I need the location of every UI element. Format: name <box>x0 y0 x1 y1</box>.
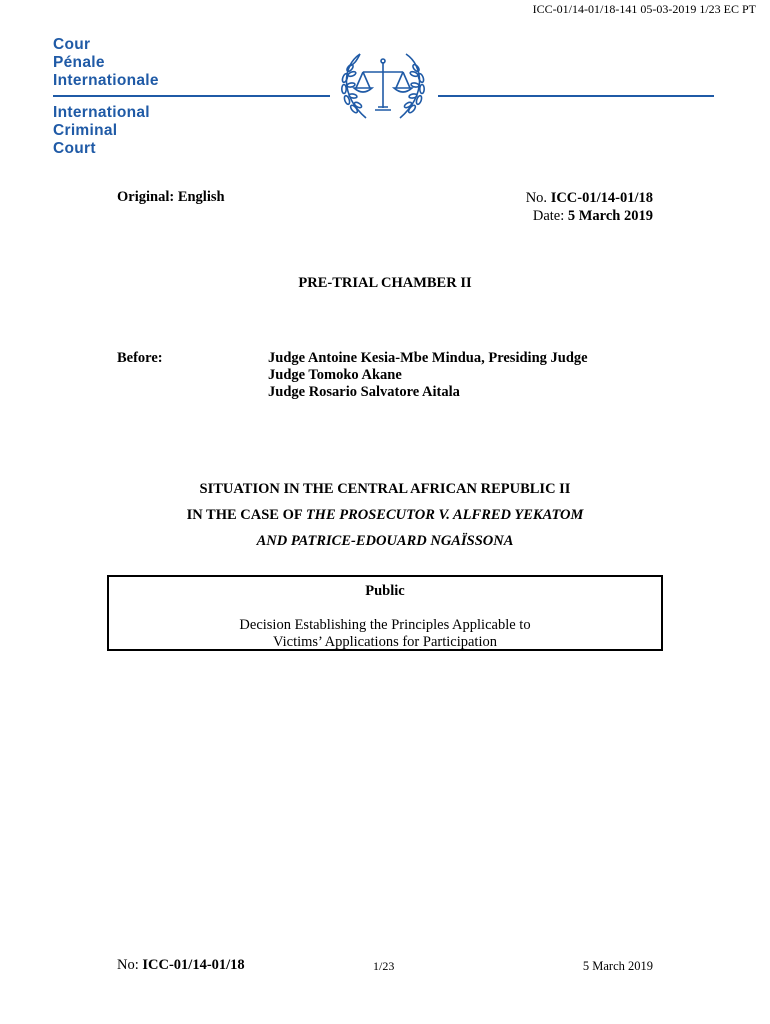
footer-no-label: No: <box>117 957 143 973</box>
footer-case-number <box>117 957 245 974</box>
decision-title-line: Victims’ Applications for Participation <box>273 634 497 650</box>
judge: Judge Rosario Salvatore Aitala <box>268 384 460 400</box>
decision-box <box>107 575 663 651</box>
case-number-value: ICC-01/14-01/18 <box>550 190 653 206</box>
logo-french <box>53 36 159 90</box>
logo-line: Pénale <box>53 54 105 71</box>
case-of-line <box>0 502 770 528</box>
logo-english <box>53 104 150 158</box>
decision-title-line: Decision Establishing the Principles Applicable to <box>239 617 531 633</box>
header-stamp: ICC-01/14-01/18-141 05-03-2019 1/23 EC PT <box>532 2 756 16</box>
classification-label: Public <box>365 583 405 599</box>
case-parties: THE PROSECUTOR V. ALFRED YEKATOM <box>305 507 584 523</box>
judge: Judge Tomoko Akane <box>268 367 402 383</box>
situation-line: SITUATION IN THE CENTRAL AFRICAN REPUBLIC II <box>199 481 571 497</box>
chamber-title: PRE-TRIAL CHAMBER II <box>298 275 472 291</box>
logo-line: Criminal <box>53 122 118 139</box>
case-date-value: 5 March 2019 <box>567 208 653 224</box>
before-label: Before: <box>117 350 163 366</box>
logo-rule-right <box>438 95 714 97</box>
original-language: Original: English <box>117 189 225 205</box>
footer-page-number: 1/23 <box>373 959 395 973</box>
logo-line: International <box>53 104 150 121</box>
logo-line: Court <box>53 140 96 157</box>
case-number-label: No. <box>525 190 551 206</box>
logo-rule-left <box>53 95 330 97</box>
scales-of-justice-laurel-emblem-icon <box>330 44 436 130</box>
logo-line: Cour <box>53 36 91 53</box>
judge: Judge Antoine Kesia-Mbe Mindua, Presiding Judge <box>268 350 588 366</box>
case-date <box>526 207 653 225</box>
situation-heading <box>0 476 770 554</box>
decision-title <box>109 617 661 651</box>
case-of-prefix: IN THE CASE OF <box>186 507 306 523</box>
logo-line: Internationale <box>53 72 159 89</box>
case-date-label: Date: <box>532 208 568 224</box>
case-parties-continued: AND PATRICE-EDOUARD NGAÏSSONA <box>256 533 514 549</box>
footer-date: 5 March 2019 <box>582 959 653 973</box>
case-number <box>526 189 653 207</box>
judges-list <box>268 350 588 401</box>
case-info <box>526 189 653 225</box>
footer-no-value: ICC-01/14-01/18 <box>142 957 245 973</box>
